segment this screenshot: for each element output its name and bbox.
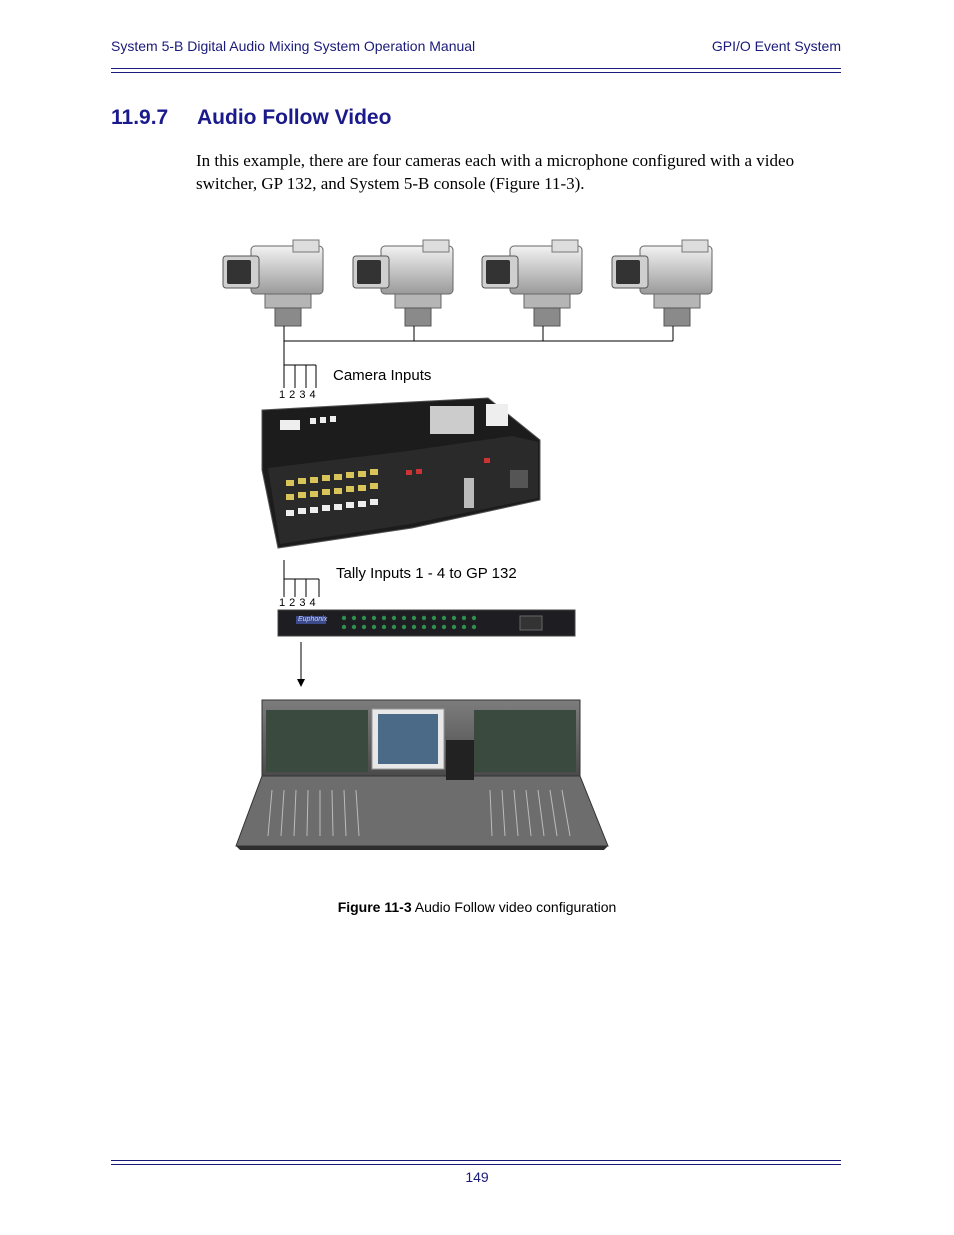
gp132-to-console-arrow: [297, 642, 305, 687]
footer-rule: [111, 1160, 841, 1161]
figure-caption: [0, 899, 954, 915]
footer-rule-thin: [111, 1164, 841, 1165]
camera-1: [223, 240, 323, 326]
system-5b-console: [236, 700, 608, 850]
header-manual-title: System 5-B Digital Audio Mixing System Operation Manual: [111, 38, 476, 54]
gp132-unit: [278, 610, 575, 636]
page-number: 149: [465, 1169, 489, 1185]
camera-4: [612, 240, 712, 326]
section-title: Audio Follow Video: [197, 106, 392, 129]
body-paragraph: In this example, there are four cameras each with a microphone configured with a video switcher, GP 132, and System 5-B console (Figure 11-3).: [196, 151, 795, 193]
section-number: 11.9.7: [111, 106, 169, 129]
gp132-brand-logo: Euphonix: [298, 616, 328, 623]
camera-inputs-label: Camera Inputs: [333, 367, 432, 384]
tally-input-numbers: 1 2 3 4: [279, 597, 317, 609]
tally-inputs-label: Tally Inputs 1 - 4 to GP 132: [336, 565, 517, 582]
camera-2: [353, 240, 453, 326]
video-switcher: [262, 398, 540, 548]
figure-caption-text: Audio Follow video configuration: [411, 899, 617, 915]
tally-connection-lines: [284, 560, 319, 597]
header-chapter-title: GPI/O Event System: [711, 38, 841, 54]
camera-input-numbers: 1 2 3 4: [279, 389, 317, 401]
figure-caption-label: Figure 11-3: [337, 899, 412, 915]
camera-3: [482, 240, 582, 326]
